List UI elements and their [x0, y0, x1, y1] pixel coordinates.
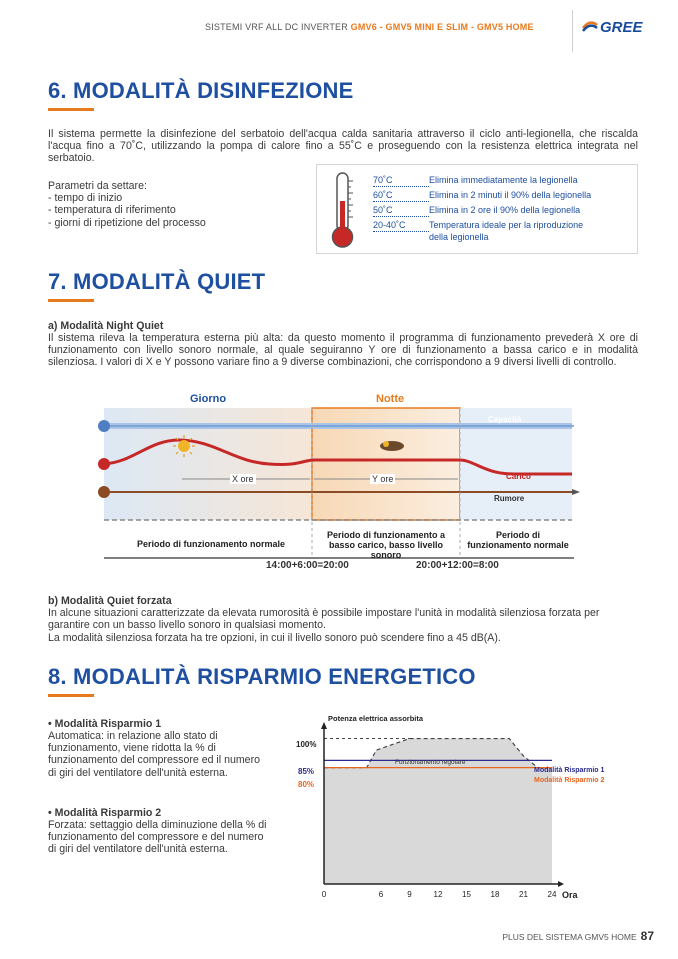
x-hours-label: X ore [232, 474, 254, 484]
section7-title: 7. MODALITÀ QUIET [48, 269, 266, 294]
header-highlight: GMV6 - GMV5 MINI E SLIM - GMV5 HOME [350, 22, 534, 32]
section6-intro: Il sistema permette la disinfezione del serbatoio dell'acqua calda sanitaria attraverso il ciclo anti-legionella, che riscalda l'acqua fino a 70˚C, utilizzando la pompa di calore fino a 55˚C e proseguendo con la resistenza elettrica integrata nel serbatoio. [48, 128, 638, 165]
params-title: Parametri da settare: [48, 180, 147, 192]
temp-desc: Elimina in 2 ore il 90% della legionella [429, 205, 581, 215]
period-normal: Periodo di funzionamento normale [136, 539, 285, 549]
section6-rule [48, 108, 94, 111]
noise-label: Rumore [494, 494, 525, 503]
page-number: 87 [640, 929, 654, 943]
temp-desc-cont: della legionella [429, 232, 489, 242]
section8-title: 8. MODALITÀ RISPARMIO ENERGETICO [48, 664, 476, 689]
y-hours-label: Y ore [372, 474, 394, 484]
temp-row [373, 220, 583, 243]
temp-value: 70˚C [373, 175, 429, 187]
param-item: - temperatura di riferimento [48, 204, 176, 217]
logo-text: GREE [600, 19, 643, 36]
temp-row [373, 175, 578, 187]
x-tick-label: 15 [462, 890, 471, 899]
saving-mode-1-text: Automatica: in relazione allo stato di funzionamento, viene ridotta la % di funzionamento del compressore ed il numero di giri del ventilatore dell'unità esterna. [48, 730, 260, 779]
time-2: 20:00+12:00=8:00 [416, 560, 499, 571]
param-item: - giorni di ripetizione del processo [48, 216, 206, 229]
x-tick-label: 18 [490, 890, 500, 899]
page-footer [502, 929, 654, 943]
period-low: Periodo di funzionamento a basso carico, basso livello sonoro [326, 530, 445, 560]
x-tick-label: 21 [519, 890, 528, 899]
series-regular-label: Funzionamento regolare [395, 759, 466, 766]
y-tick-85: 85% [298, 767, 315, 776]
chart-title: Potenza elettrica assorbita [328, 714, 424, 723]
x-tick-label: 24 [547, 890, 557, 899]
header-prefix: SISTEMI VRF ALL DC INVERTER [205, 22, 351, 32]
quiet-forced-text-2: La modalità silenziosa forzata ha tre opzioni, in cui il livello sonoro può scendere fino a 45 dB(A). [48, 632, 501, 644]
capacity-label: Capacità [488, 415, 522, 424]
y-tick-80: 80% [298, 780, 315, 789]
y-axis-arrow [321, 722, 327, 729]
temp-row [373, 205, 580, 217]
night-quiet-text: Il sistema rileva la temperatura esterna più alta: da questo momento il programma di funzionamento prevederà X ore di funzionamento con livello sonoro normale, al quale seguiranno Y ore di funzionamento a bassa carico e in modalità silenziosa. I valori di X e Y possono variare fino a 9 diverse combinazioni, che corrispondono a 9 diversi livelli di controllo. [48, 332, 638, 369]
quiet-forced-text: In alcune situazioni caratterizzate da elevata rumorosità è possibile impostare l'unità in modalità silenziosa forzata per garantire con un basso livello sonoro in qualsiasi momento. [48, 607, 600, 632]
x-axis-arrow [558, 881, 564, 887]
running-header [205, 22, 534, 32]
day-label: Giorno [190, 393, 227, 405]
saving-mode-2-text: Forzata: settaggio della diminuzione della % di funzionamento del compressore e del numero di giri del ventilatore dell'unità esterna. [48, 819, 267, 856]
temp-row [373, 190, 591, 202]
saving-mode-2-title: • Modalità Risparmio 2 [48, 807, 162, 819]
section6-title: 6. MODALITÀ DISINFEZIONE [48, 78, 354, 103]
x-tick-label: 6 [378, 890, 384, 899]
period-normal-2: Periodo di funzionamento normale [467, 530, 569, 550]
quiet-diagram [94, 390, 586, 575]
section7-rule [48, 299, 94, 302]
series-saving1-label: Modalità Risparmio 1 [534, 767, 605, 774]
temp-value: 20-40˚C [373, 220, 429, 232]
night-quiet-title: a) Modalità Night Quiet [48, 320, 164, 332]
section8-rule [48, 694, 94, 697]
temp-desc: Elimina immediatamente la legionella [429, 175, 578, 185]
moon-icon [380, 441, 404, 451]
header-divider [572, 10, 573, 52]
time-1: 14:00+6:00=20:00 [266, 560, 349, 571]
thermometer-icon [327, 171, 359, 251]
temp-value: 60˚C [373, 190, 429, 202]
y-tick-100: 100% [296, 740, 317, 749]
energy-chart-svg [290, 712, 630, 908]
params-block [48, 180, 308, 229]
energy-chart [290, 712, 630, 908]
gree-logo [582, 19, 643, 36]
quiet-forced-title: b) Modalità Quiet forzata [48, 595, 172, 607]
series-saving2-label: Modalità Risparmio 2 [534, 777, 605, 784]
night-label: Notte [376, 393, 405, 405]
x-tick-label: 9 [407, 890, 412, 899]
x-tick-label: 12 [433, 890, 443, 899]
param-item: - tempo di inizio [48, 192, 123, 205]
saving-mode-1-title: • Modalità Risparmio 1 [48, 718, 162, 730]
gree-swoosh-icon [582, 21, 598, 35]
legionella-temperature-box [316, 164, 638, 254]
temp-value: 50˚C [373, 205, 429, 217]
temp-desc: Elimina in 2 minuti il 90% della legionella [429, 190, 592, 200]
x-axis-label: Ora [562, 890, 578, 900]
load-label: Carico [506, 472, 531, 481]
x-tick-label: 0 [321, 890, 327, 899]
temp-desc: Temperatura ideale per la riproduzione [429, 220, 584, 230]
footer-text: PLUS DEL SISTEMA GMV5 HOME [502, 932, 637, 942]
